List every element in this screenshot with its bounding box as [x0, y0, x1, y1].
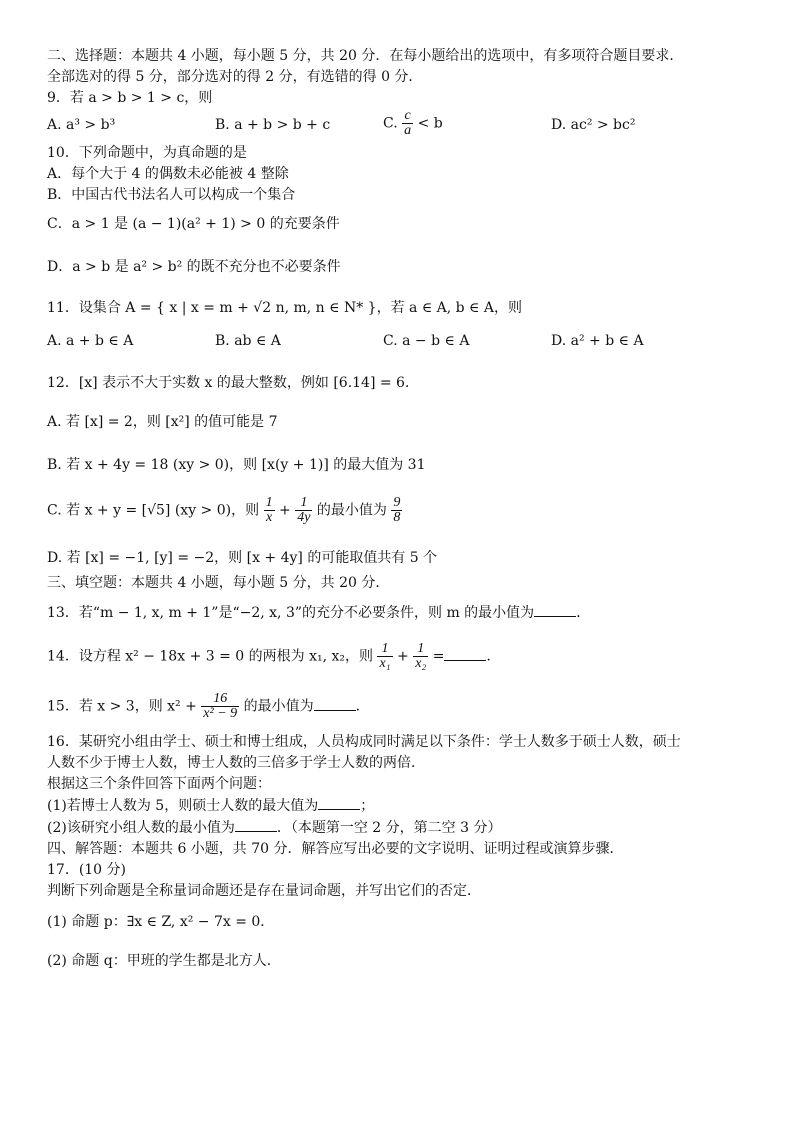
q12-c-frac3-num: 9 [393, 495, 401, 510]
q15-frac [201, 692, 239, 721]
q11-option-a: A. a + b ∈ A [47, 333, 134, 349]
exam-page [47, 46, 762, 972]
q12-c-plus: + [279, 502, 291, 519]
q16-part1-end: ； [360, 798, 375, 814]
q10-option-a: A．每个大于 4 的偶数未必能被 4 整除 [47, 166, 289, 182]
q15-frac-den: x² − 9 [203, 706, 238, 721]
q12-c-frac2-num: 1 [295, 496, 312, 511]
q11-option-b: B. ab ∈ A [215, 333, 281, 349]
q16-line2: 人数不少于博士人数，博士人数的三倍多于学士人数的两倍． [47, 755, 425, 771]
q14-frac1-den: x₁ [379, 656, 391, 671]
q12-c-frac3-den: 8 [393, 510, 401, 525]
q9-stem: 9．若 a > b > 1 > c，则 [47, 90, 213, 106]
q16-line3: 根据这三个条件回答下面两个问题： [47, 776, 271, 792]
q12-c-frac1-num: 1 [265, 495, 273, 510]
q16-line4 [47, 795, 762, 817]
section-2-heading-line1: 二、选择题：本题共 4 小题，每小题 5 分，共 20 分．在每小题给出的选项中，有多项符合题目要求． [47, 48, 684, 64]
q9-c-num: c [402, 109, 413, 124]
q17-title: 17．(10 分) [47, 862, 127, 878]
q9-c-prefix: C. [383, 115, 398, 132]
q15-end: ． [355, 698, 370, 715]
q17-intro: 判断下列命题是全称量词命题还是存在量词命题，并写出它们的否定． [47, 883, 481, 899]
q13-text: 13．若“m − 1, x, m + 1”是“−2, x, 3”的充分不必要条件，则 m 的最小值为 [47, 605, 535, 621]
q13-end: ． [576, 605, 591, 621]
q16-part1-text: (1)若博士人数为 5，则硕士人数的最大值为 [47, 798, 319, 814]
q17-part2: (2) 命题 q：甲班的学生都是北方人． [47, 953, 281, 969]
q16-part2-end: ．（本题第一空 2 分，第二空 3 分） [276, 820, 502, 836]
q12-option-c [47, 496, 762, 532]
q12-c-prefix: C. 若 x + y = [√5] (xy > 0)，则 [47, 502, 260, 519]
q12-c-frac1 [264, 496, 275, 525]
q11-stem: 11．设集合 A = { x | x = m + √2 n, m, n ∈ N* }，若 a ∈ A, b ∈ A，则 [47, 300, 522, 316]
q14-answer-blank[interactable] [444, 646, 486, 661]
q12-c-frac1-den: x [265, 510, 273, 525]
q14-equals: = [432, 648, 445, 665]
section-3-heading: 三、填空题：本题共 4 小题，每小题 5 分，共 20 分． [47, 575, 390, 591]
q11-option-d: D. a² + b ∈ A [551, 333, 644, 349]
q15 [47, 692, 762, 728]
q12-option-a: A. 若 [x] = 2，则 [x²] 的值可能是 7 [47, 414, 278, 430]
section-2-heading-line2: 全部选对的得 5 分，部分选对的得 2 分，有选错的得 0 分． [47, 69, 423, 85]
q14-prefix: 14．设方程 x² − 18x + 3 = 0 的两根为 x₁, x₂，则 [47, 648, 374, 665]
q14-frac2-den: x₂ [415, 656, 427, 671]
q11-option-c: C. a − b ∈ A [383, 333, 470, 349]
q9-c-suffix: < b [417, 115, 443, 132]
q15-answer-blank[interactable] [314, 696, 356, 711]
q9-c-den: a [404, 123, 412, 138]
q14-frac2 [413, 642, 428, 671]
q9-option-a: A. a³ > b³ [47, 117, 116, 133]
q9-option-b: B. a + b > b + c [215, 117, 331, 133]
q13 [47, 602, 762, 624]
q9-option-d: D. ac² > bc² [551, 117, 636, 133]
q13-answer-blank[interactable] [534, 602, 576, 617]
q12-c-frac2 [295, 496, 312, 525]
q14-end: ． [486, 648, 501, 665]
q16-part2-text: (2)该研究小组人数的最小值为 [47, 820, 235, 836]
q17-part1: (1) 命题 p：∃x ∈ Z, x² − 7x = 0． [47, 914, 275, 930]
section-4-heading: 四、解答题：本题共 6 小题，共 70 分．解答应写出必要的文字说明、证明过程或演算步骤． [47, 841, 624, 857]
q9-option-c [383, 109, 443, 138]
q10-option-c: C．a > 1 是 (a − 1)(a² + 1) > 0 的充要条件 [47, 216, 340, 232]
q14-frac1 [377, 642, 392, 671]
q15-prefix: 15．若 x > 3，则 x² + [47, 698, 197, 715]
q12-c-mid: 的最小值为 [316, 502, 387, 519]
q16-part1-blank[interactable] [318, 795, 360, 810]
q11-options [47, 325, 762, 359]
q9-options [47, 109, 762, 143]
q10-option-d: D．a > b 是 a² > b² 的既不充分也不必要条件 [47, 259, 341, 275]
q10-option-b: B．中国古代书法名人可以构成一个集合 [47, 187, 296, 203]
q14-plus: + [397, 648, 409, 665]
q10-stem: 10．下列命题中，为真命题的是 [47, 145, 247, 161]
q14-frac1-num: 1 [377, 642, 392, 657]
q15-frac-num: 16 [201, 692, 239, 707]
q14-frac2-num: 1 [413, 642, 428, 657]
q12-option-d: D. 若 [x] = −1, [y] = −2，则 [x + 4y] 的可能取值共有 5 个 [47, 550, 438, 566]
q12-c-frac2-den: 4y [297, 510, 311, 525]
q16-line1: 16．某研究小组由学士、硕士和博士组成，人员构成同时满足以下条件：学士人数多于硕士人数，硕士 [47, 734, 681, 750]
q15-mid: 的最小值为 [243, 698, 314, 715]
q12-c-frac3 [391, 496, 402, 525]
q12-stem: 12．[x] 表示不大于实数 x 的最大整数，例如 [6.14] = 6． [47, 375, 419, 391]
q16-part2-blank[interactable] [235, 817, 277, 832]
q14 [47, 642, 762, 678]
q12-option-b: B. 若 x + 4y = 18 (xy > 0)，则 [x(y + 1)] 的最大值为 31 [47, 457, 426, 473]
q16-line5 [47, 817, 762, 839]
q9-c-fraction [402, 109, 413, 138]
